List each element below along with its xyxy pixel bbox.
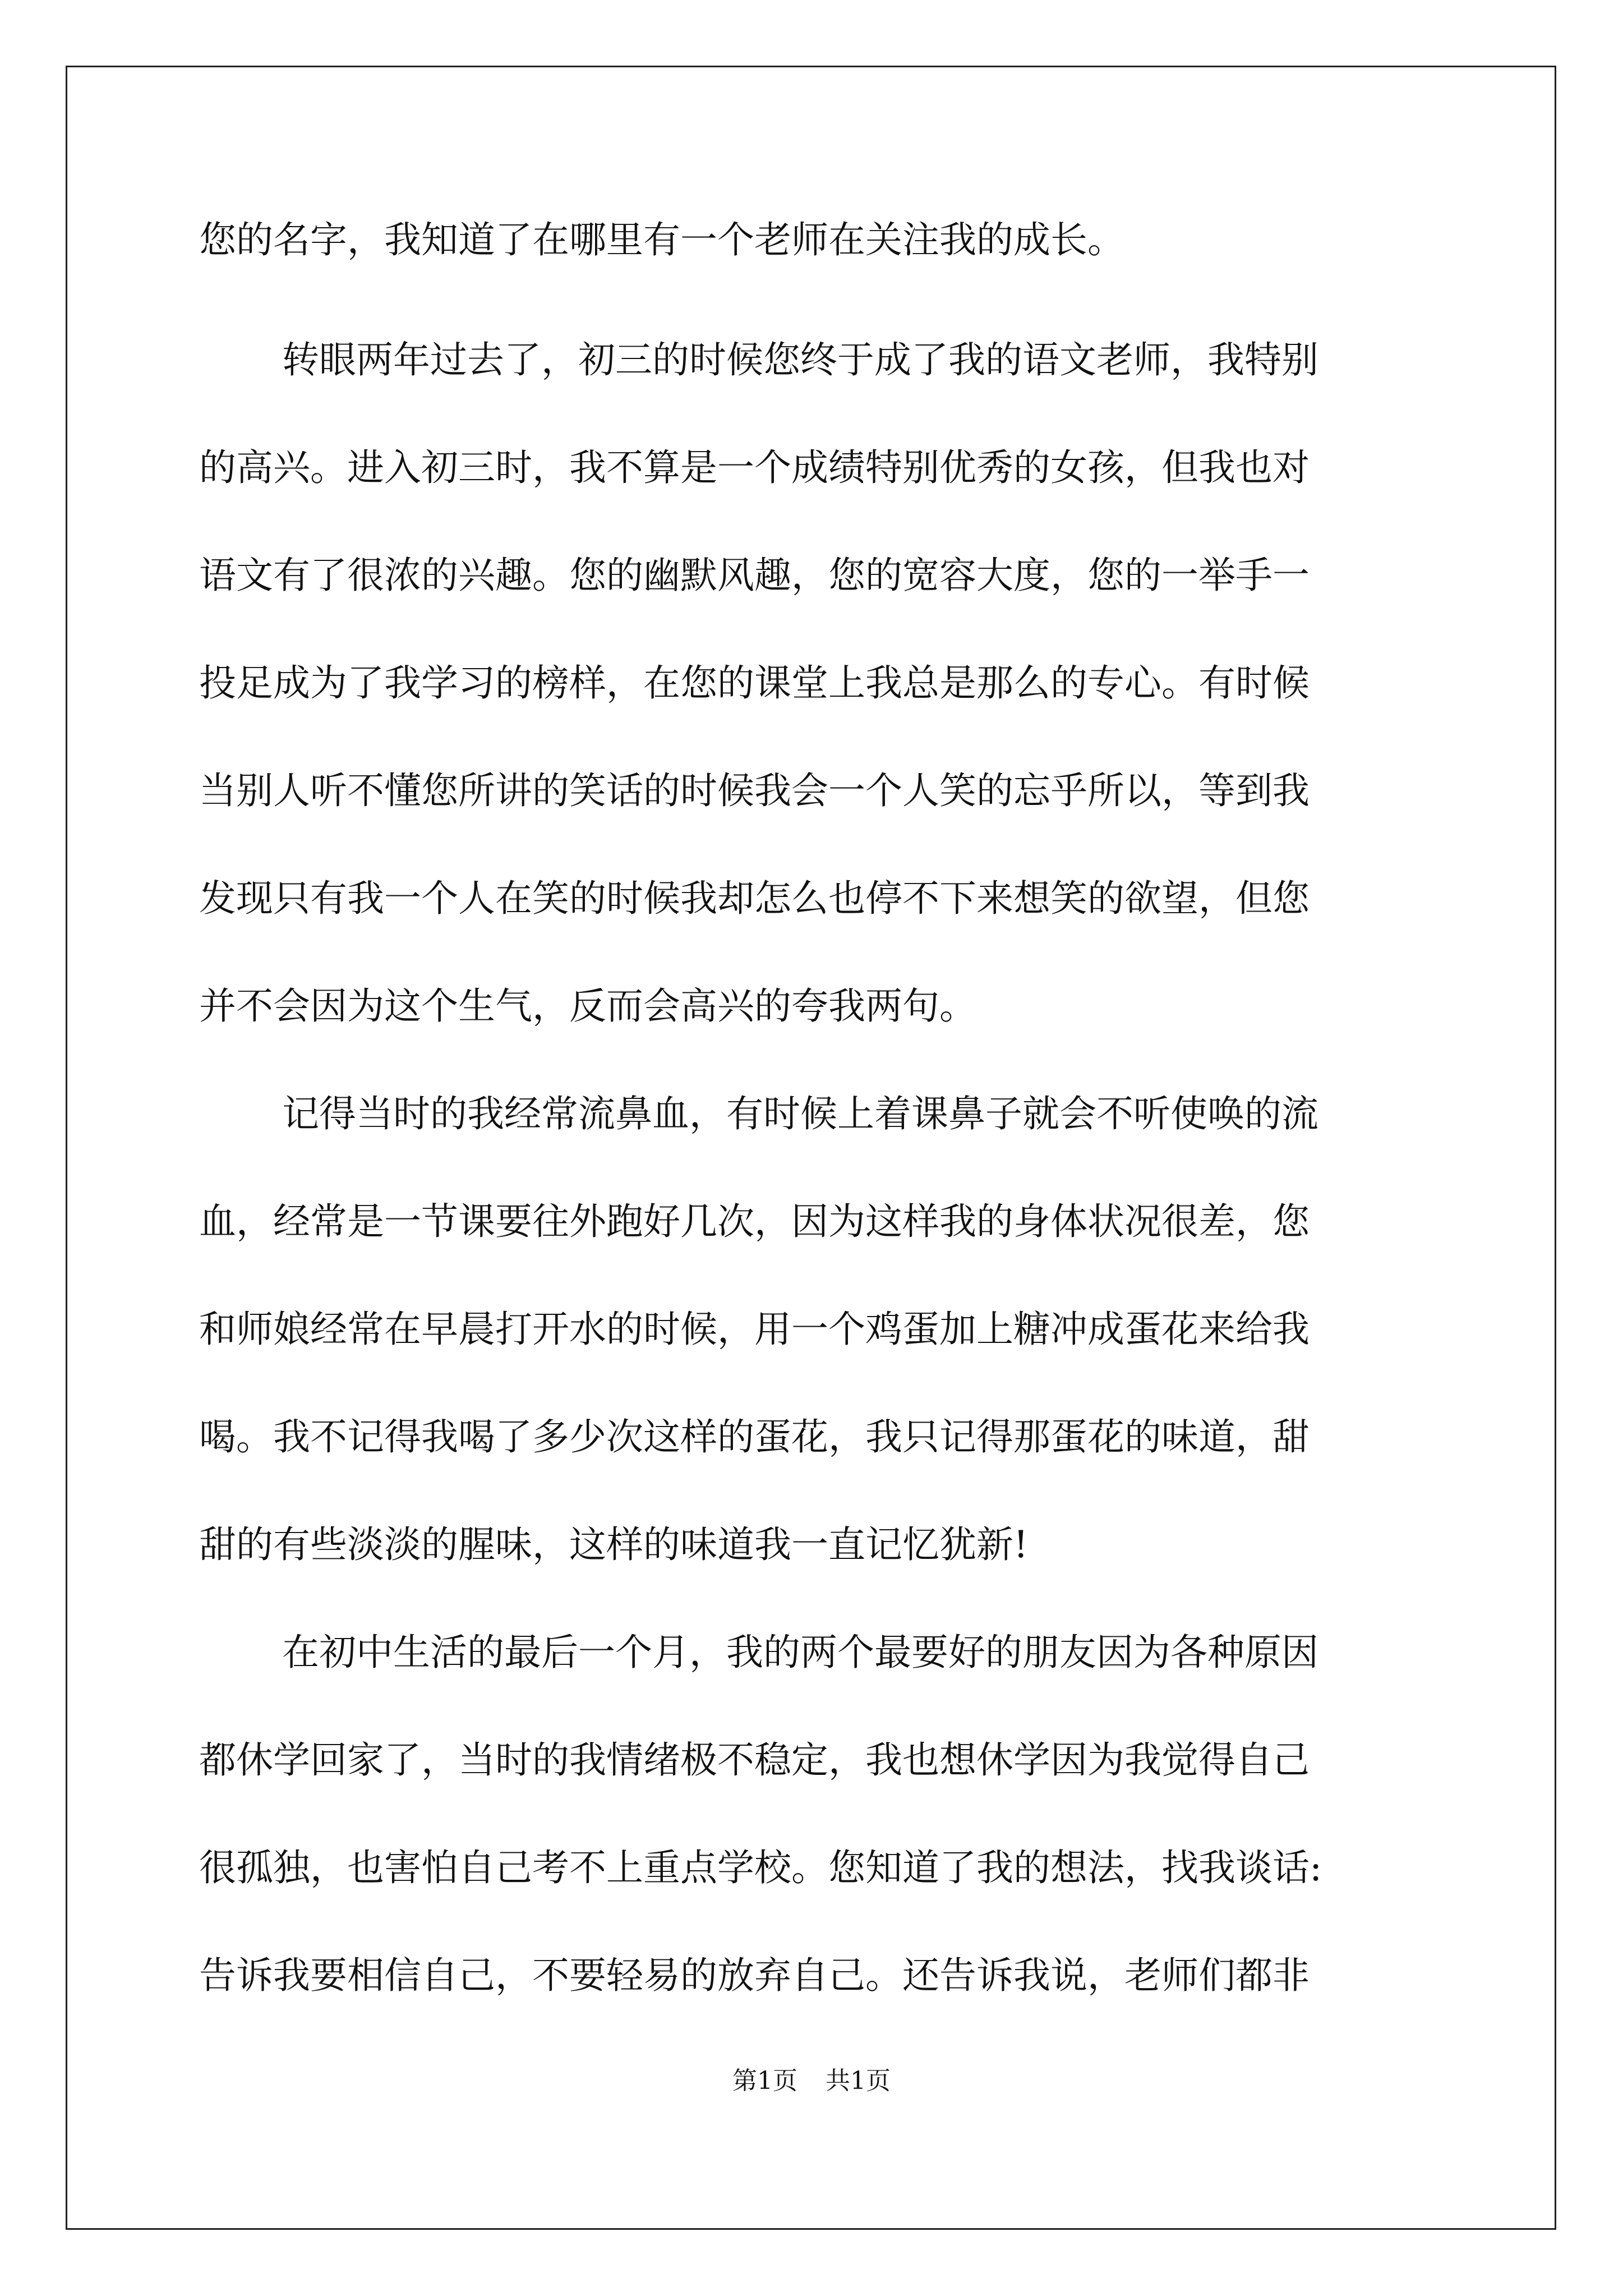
text-line: 在初中生活的最后一个月，我的两个最要好的朋友因为各种原因 bbox=[282, 1631, 1318, 1674]
text-line: 和师娘经常在早晨打开水的时候，用一个鸡蛋加上糖冲成蛋花来给我 bbox=[199, 1308, 1310, 1351]
text-line: 转眼两年过去了，初三的时候您终于成了我的语文老师，我特别 bbox=[282, 338, 1318, 381]
text-line: 甜的有些淡淡的腥味，这样的味道我一直记忆犹新! bbox=[199, 1523, 1029, 1566]
text-line: 血，经常是一节课要往外跑好几次，因为这样我的身体状况很差，您 bbox=[199, 1200, 1310, 1243]
text-line: 喝。我不记得我喝了多少次这样的蛋花，我只记得那蛋花的味道，甜 bbox=[199, 1415, 1310, 1458]
text-line: 投足成为了我学习的榜样，在您的课堂上我总是那么的专心。有时候 bbox=[199, 661, 1310, 705]
page-footer bbox=[0, 2065, 1623, 2097]
page-number: 第1页 bbox=[732, 2067, 797, 2095]
text-line: 都休学回家了，当时的我情绪极不稳定，我也想休学因为我觉得自己 bbox=[199, 1738, 1310, 1782]
page-total: 共1页 bbox=[826, 2067, 891, 2095]
text-line: 记得当时的我经常流鼻血，有时候上着课鼻子就会不听使唤的流 bbox=[282, 1092, 1318, 1135]
text-line: 并不会因为这个生气，反而会高兴的夸我两句。 bbox=[199, 984, 976, 1028]
text-line: 告诉我要相信自己，不要轻易的放弃自己。还告诉我说，老师们都非 bbox=[199, 1954, 1310, 1997]
text-line: 您的名字，我知道了在哪里有一个老师在关注我的成长。 bbox=[199, 218, 1124, 261]
page-border bbox=[66, 66, 1556, 2230]
text-line: 很孤独，也害怕自己考不上重点学校。您知道了我的想法，找我谈话: bbox=[199, 1846, 1322, 1889]
text-line: 当别人听不懂您所讲的笑话的时候我会一个人笑的忘乎所以，等到我 bbox=[199, 769, 1310, 812]
text-line: 发现只有我一个人在笑的时候我却怎么也停不下来想笑的欲望，但您 bbox=[199, 877, 1310, 920]
text-line: 的高兴。进入初三时，我不算是一个成绩特别优秀的女孩，但我也对 bbox=[199, 446, 1310, 489]
text-line: 语文有了很浓的兴趣。您的幽默风趣，您的宽容大度，您的一举手一 bbox=[199, 554, 1310, 597]
